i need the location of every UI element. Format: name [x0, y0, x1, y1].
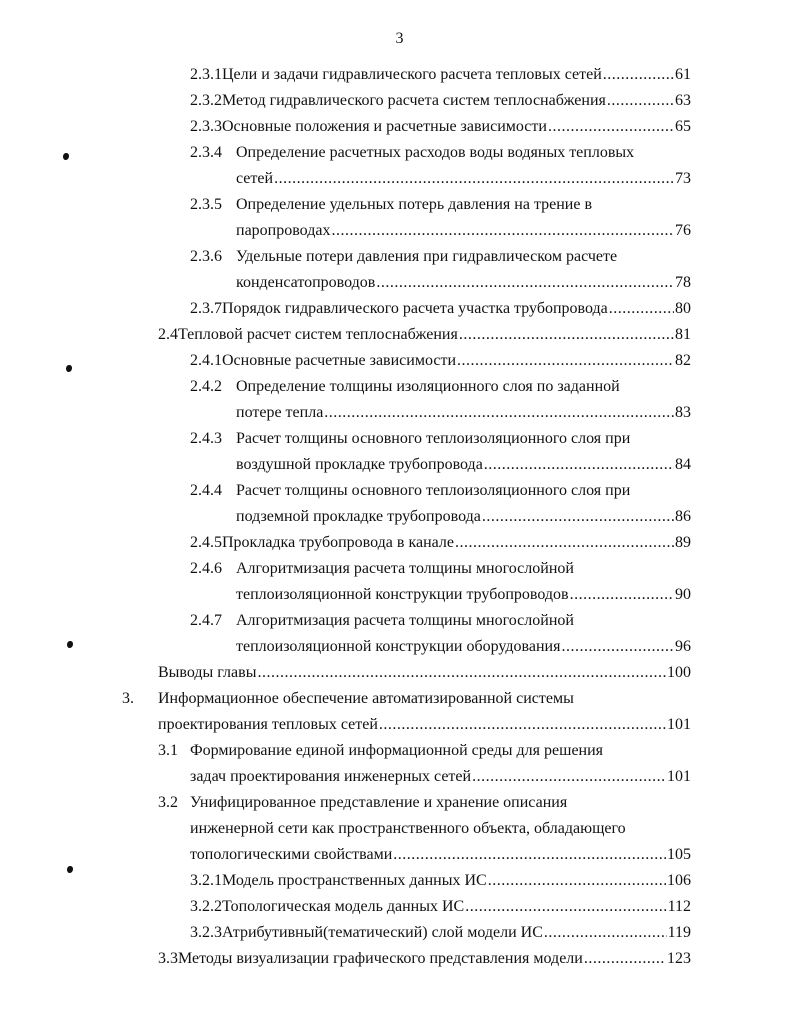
- toc-page: 78: [675, 274, 691, 291]
- toc-page: 73: [675, 170, 691, 187]
- toc-page: 119: [667, 924, 691, 941]
- toc-entry-3-3: [158, 946, 691, 972]
- toc-page: 84: [675, 456, 691, 473]
- toc-number: 2.4.2: [190, 378, 222, 395]
- page-number: 3: [395, 30, 404, 47]
- toc-title-cont: воздушной прокладке трубопровода: [236, 456, 483, 473]
- toc-title: Информационное обеспечение автоматизированной системы: [158, 690, 574, 707]
- toc-number: 2.3.3: [190, 118, 222, 135]
- toc-entry-2-4-5: [190, 530, 691, 556]
- toc-title-cont: паропроводах: [236, 222, 331, 239]
- toc-title: Основные расчетные зависимости: [222, 352, 457, 369]
- toc-title-cont: потере тепла: [236, 404, 324, 421]
- toc-title: Основные положения и расчетные зависимости: [222, 118, 547, 135]
- toc-page: 83: [675, 404, 691, 421]
- toc-number: 2.4.3: [190, 430, 222, 447]
- toc-page: 86: [675, 508, 691, 525]
- dot-leader: [484, 452, 674, 478]
- toc-entry-3-cont: [158, 712, 691, 738]
- toc-number: 2.4.4: [190, 482, 222, 499]
- dot-leader: [609, 296, 674, 322]
- toc-title: Определение расчетных расходов воды водяных тепловых: [236, 144, 635, 161]
- toc-entry-2-4-6-cont: [236, 582, 691, 608]
- toc-entry-2-3-4-cont: [236, 166, 691, 192]
- dot-leader: [465, 894, 666, 920]
- dot-leader: [455, 530, 674, 556]
- toc-title: Метод гидравлического расчета систем теплоснабжения: [222, 92, 606, 109]
- toc-number: 2.4.5: [190, 534, 222, 551]
- dot-leader: [331, 218, 674, 244]
- toc-page: 101: [667, 768, 691, 785]
- toc-number: 2.4.6: [190, 560, 222, 577]
- toc-title: Расчет толщины основного теплоизоляционного слоя при: [236, 482, 631, 499]
- scan-mark: [67, 641, 73, 648]
- scan-mark: [66, 365, 72, 372]
- toc-page: 123: [667, 950, 691, 967]
- toc-number: 3.2.1: [190, 872, 222, 889]
- toc-page: 89: [675, 534, 691, 551]
- dot-leader: [570, 582, 674, 608]
- toc-title-cont: конденсатопроводов: [236, 274, 376, 291]
- toc-title: Тепловой расчет систем теплоснабжения: [178, 326, 458, 343]
- toc-entry-2-3-2: [190, 88, 691, 114]
- toc-entry-3-2: [158, 790, 691, 816]
- toc-title-cont: сетей: [236, 170, 274, 187]
- dot-leader: [544, 920, 667, 946]
- toc-page: 61: [675, 66, 691, 83]
- toc-entry-2-4-2-cont: [236, 400, 691, 426]
- toc-entry-2-3-3: [190, 114, 691, 140]
- toc-entry-2-4-6: [190, 556, 691, 582]
- toc-entry-2-3-4: [190, 140, 691, 166]
- toc-title: Выводы главы: [158, 664, 257, 681]
- dot-leader: [488, 868, 666, 894]
- toc-number: 3.1: [158, 742, 178, 759]
- toc-title: Унифицированное представление и хранение описания: [190, 794, 568, 811]
- toc-entry-2-4-3: [190, 426, 691, 452]
- toc-number: 2.3.4: [190, 144, 222, 161]
- toc-entry-2-4: [158, 322, 691, 348]
- toc-entry-2-3-6-cont: [236, 270, 691, 296]
- toc-number: 2.4: [158, 326, 178, 343]
- dot-leader: [548, 114, 674, 140]
- toc-number: 2.4.7: [190, 612, 222, 629]
- toc-page: 82: [675, 352, 691, 369]
- toc-number: 2.3.5: [190, 196, 222, 213]
- toc-title: Определение удельных потерь давления на трение в: [236, 196, 593, 213]
- dot-leader: [379, 712, 666, 738]
- dot-leader: [603, 62, 674, 88]
- toc-page: 63: [675, 92, 691, 109]
- toc-number: 2.3.1: [190, 66, 222, 83]
- toc-title: Методы визуализации графического представления модели: [178, 950, 583, 967]
- toc-entry-3-2-1: [190, 868, 691, 894]
- toc-title: Прокладка трубопровода в канале: [222, 534, 454, 551]
- toc-title: Цели и задачи гидравлического расчета тепловых сетей: [222, 66, 602, 83]
- toc-entry-2-4-4: [190, 478, 691, 504]
- toc-page: 96: [675, 638, 691, 655]
- scan-mark: [63, 153, 69, 160]
- toc-page: 65: [675, 118, 691, 135]
- toc-entry-2-3-7: [190, 296, 691, 322]
- dot-leader: [274, 166, 674, 192]
- toc-page: 112: [667, 898, 691, 915]
- dot-leader: [457, 348, 674, 374]
- toc-entry-2-4-4-cont: [236, 504, 691, 530]
- toc-number: 3.: [122, 690, 134, 707]
- toc-entry-2-3-1: [190, 62, 691, 88]
- dot-leader: [561, 634, 674, 660]
- toc-number: 2.4.1: [190, 352, 222, 369]
- dot-leader: [584, 946, 666, 972]
- toc-number: 2.3.7: [190, 300, 222, 317]
- toc-number: 2.3.6: [190, 248, 222, 265]
- toc-title: Алгоритмизация расчета толщины многослойной: [236, 612, 574, 629]
- toc-entry-3-2-cont2: [190, 842, 691, 868]
- toc-entry-2-4-7: [190, 608, 691, 634]
- toc-title-cont: проектирования тепловых сетей: [158, 716, 378, 733]
- toc-entry-3-2-3: [190, 920, 691, 946]
- toc-title: Топологическая модель данных ИС: [222, 898, 465, 915]
- dot-leader: [376, 270, 674, 296]
- toc-number: 3.2.3: [190, 924, 222, 941]
- toc-entry-conclusions: [158, 660, 691, 686]
- toc-number: 3.2: [158, 794, 178, 811]
- toc-entry-3-2-cont: [190, 816, 691, 842]
- toc-entry-3-1: [158, 738, 691, 764]
- dot-leader: [393, 842, 666, 868]
- toc-page: 80: [675, 300, 691, 317]
- toc-number: 2.3.2: [190, 92, 222, 109]
- toc-title: Порядок гидравлического расчета участка трубопровода: [222, 300, 608, 317]
- toc-title-cont: теплоизоляционной конструкции оборудования: [236, 638, 561, 655]
- dot-leader: [257, 660, 666, 686]
- toc-entry-2-3-5-cont: [236, 218, 691, 244]
- toc-title: Определение толщины изоляционного слоя по заданной: [236, 378, 620, 395]
- toc-title-cont: задач проектирования инженерных сетей: [190, 768, 472, 785]
- toc-title: Алгоритмизация расчета толщины многослойной: [236, 560, 574, 577]
- dot-leader: [472, 764, 666, 790]
- toc-title: Модель пространственных данных ИС: [222, 872, 487, 889]
- toc-entry-3-2-2: [190, 894, 691, 920]
- toc-page: 105: [667, 846, 691, 863]
- toc-title-cont: подземной прокладке трубопровода: [236, 508, 481, 525]
- toc-title: Удельные потери давления при гидравлическом расчете: [236, 248, 618, 265]
- toc-number: 3.2.2: [190, 898, 222, 915]
- toc-number: 3.3: [158, 950, 178, 967]
- toc-entry-2-4-3-cont: [236, 452, 691, 478]
- scan-mark: [67, 866, 73, 873]
- toc-entry-3-1-cont: [190, 764, 691, 790]
- toc-entry-2-3-5: [190, 192, 691, 218]
- toc-page: 81: [675, 326, 691, 343]
- toc-entry-2-4-2: [190, 374, 691, 400]
- dot-leader: [459, 322, 674, 348]
- toc-page: 76: [675, 222, 691, 239]
- toc-entry-3: [122, 686, 691, 712]
- dot-leader: [324, 400, 674, 426]
- toc-page: 90: [675, 586, 691, 603]
- toc-page: 106: [667, 872, 691, 889]
- toc-entry-2-4-7-cont: [236, 634, 691, 660]
- toc-title: Формирование единой информационной среды для решения: [190, 742, 604, 759]
- toc-title: Атрибутивный(тематический) слой модели ИС: [222, 924, 543, 941]
- toc-entry-2-3-6: [190, 244, 691, 270]
- dot-leader: [607, 88, 674, 114]
- dot-leader: [482, 504, 674, 530]
- toc-title-cont: теплоизоляционной конструкции трубопроводов: [236, 586, 569, 603]
- toc-page: 101: [667, 716, 691, 733]
- toc-title-cont: топологическими свойствами: [190, 846, 393, 863]
- toc-title-cont: инженерной сети как пространственного объекта, обладающего: [190, 820, 626, 837]
- toc-page: 100: [667, 664, 691, 681]
- toc-entry-2-4-1: [190, 348, 691, 374]
- toc-title: Расчет толщины основного теплоизоляционного слоя при: [236, 430, 631, 447]
